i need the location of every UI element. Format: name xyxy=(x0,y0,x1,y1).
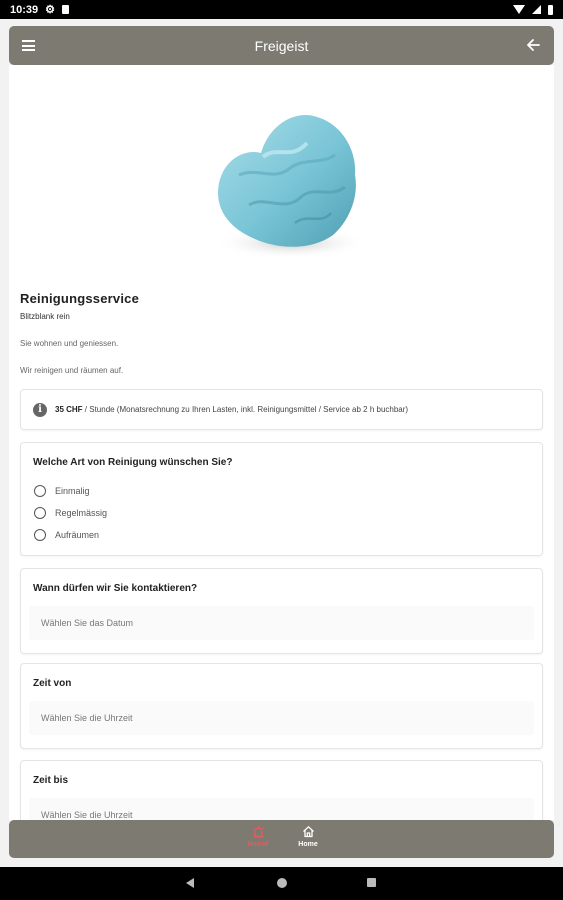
battery-icon xyxy=(548,5,553,15)
system-recents-icon[interactable] xyxy=(367,878,376,887)
time-to-label: Zeit bis xyxy=(33,775,69,786)
cleaning-type-question: Welche Art von Reinigung wünschen Sie? xyxy=(33,457,233,468)
date-picker-field[interactable]: Wählen Sie das Datum xyxy=(29,606,534,640)
price-amount: 35 CHF xyxy=(55,405,83,414)
radio-label: Einmalig xyxy=(55,486,90,496)
time-from-picker-field[interactable]: Wählen Sie die Uhrzeit xyxy=(29,701,534,735)
radio-option-aufraeumen[interactable] xyxy=(34,529,99,541)
price-card xyxy=(20,389,543,430)
service-title: Reinigungsservice xyxy=(20,291,139,306)
status-time: 10:39 xyxy=(10,3,39,16)
price-info xyxy=(55,405,408,414)
info-icon: i xyxy=(33,403,47,417)
cleaning-type-card xyxy=(20,442,543,556)
radio-button[interactable] xyxy=(34,485,46,497)
signal-icon xyxy=(532,5,541,14)
price-details: / Stunde (Monatsrechnung zu Ihren Lasten, inkl. Reinigungsmittel / Service ab 2 h buchbar) xyxy=(82,405,409,414)
settings-status-icon: ⚙ xyxy=(45,4,56,16)
time-to-card xyxy=(20,760,543,820)
status-bar xyxy=(0,0,563,19)
service-subtitle: Blitzblank rein xyxy=(20,312,70,321)
service-description-2: Wir reinigen und räumen auf. xyxy=(20,366,124,375)
cleaning-cloth-image xyxy=(199,95,374,275)
contact-date-card xyxy=(20,568,543,654)
system-back-icon[interactable] xyxy=(186,878,194,888)
radio-button[interactable] xyxy=(34,529,46,541)
contact-date-question: Wann dürfen wir Sie kontaktieren? xyxy=(33,583,198,594)
siren-icon xyxy=(252,825,265,838)
nav-label-home: Home xyxy=(298,841,318,848)
app-title: Freigeist xyxy=(254,37,309,54)
nav-item-home[interactable] xyxy=(288,825,328,848)
radio-option-einmalig[interactable] xyxy=(34,485,90,497)
system-home-icon[interactable] xyxy=(277,878,287,888)
radio-button[interactable] xyxy=(34,507,46,519)
bottom-nav xyxy=(9,820,554,858)
time-from-label: Zeit von xyxy=(33,678,72,689)
back-arrow-icon[interactable] xyxy=(525,37,541,53)
radio-label: Regelmässig xyxy=(55,508,108,518)
wifi-icon xyxy=(513,5,525,14)
time-from-card xyxy=(20,663,543,749)
content-area[interactable] xyxy=(9,65,554,820)
nav-label-notruf: Notruf xyxy=(247,841,269,848)
time-to-picker-field[interactable]: Wählen Sie die Uhrzeit xyxy=(29,798,534,820)
app-bar xyxy=(9,26,554,65)
radio-label: Aufräumen xyxy=(55,530,100,540)
radio-option-regelmaessig[interactable] xyxy=(34,507,107,519)
home-icon xyxy=(302,825,315,838)
menu-icon[interactable] xyxy=(22,40,35,51)
system-nav-bar xyxy=(0,867,563,900)
service-description-1: Sie wohnen und geniessen. xyxy=(20,339,119,348)
sd-card-icon xyxy=(62,5,69,14)
nav-item-notruf[interactable] xyxy=(238,825,278,848)
